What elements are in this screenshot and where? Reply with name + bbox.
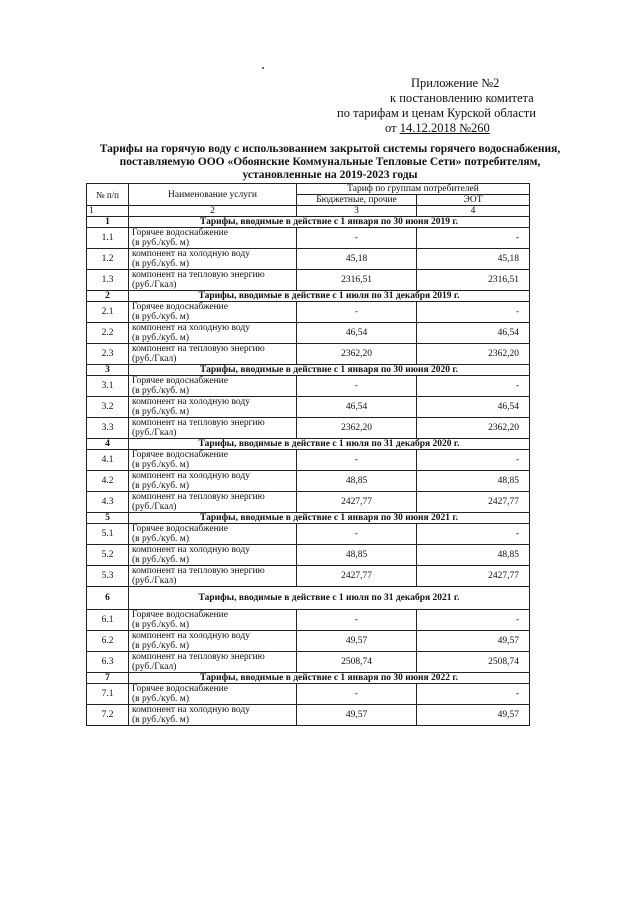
row-number: 1.3 [87, 270, 129, 291]
budget-value: - [297, 302, 417, 323]
appendix-header [312, 76, 562, 136]
eot-value: 48,85 [417, 545, 530, 566]
service-name [129, 228, 297, 249]
service-unit-line: (руб./Гкал) [132, 280, 177, 290]
service-name [129, 302, 297, 323]
service-name-line: компонент на холодную воду [132, 397, 250, 407]
service-name [129, 705, 297, 726]
table-row [87, 471, 530, 492]
section-number: 6 [87, 587, 129, 610]
section-title: Тарифы, вводимые в действие с 1 января по 30 июня 2020 г. [129, 365, 530, 376]
service-name-line: компонент на тепловую энергию [132, 566, 265, 576]
eot-value: 2362,20 [417, 418, 530, 439]
eot-value: 2427,77 [417, 566, 530, 587]
header-tariff-groups: Тариф по группам потребителей [297, 184, 530, 195]
service-name-line: компонент на холодную воду [132, 249, 250, 259]
section-title: Тарифы, вводимые в действие с 1 января по 30 июня 2019 г. [129, 217, 530, 228]
tariff-table [86, 183, 530, 726]
section-row [87, 365, 530, 376]
table-row [87, 610, 530, 631]
service-name-line: Горячее водоснабжение [132, 450, 228, 460]
service-name-line: Горячее водоснабжение [132, 376, 228, 386]
service-name [129, 450, 297, 471]
service-name [129, 376, 297, 397]
budget-value: 2427,77 [297, 492, 417, 513]
section-number: 3 [87, 365, 129, 376]
service-name-line: компонент на холодную воду [132, 705, 250, 715]
budget-value: 48,85 [297, 471, 417, 492]
service-unit-line: (в руб./куб. м) [132, 238, 189, 248]
service-name [129, 545, 297, 566]
budget-value: 49,57 [297, 705, 417, 726]
table-row [87, 323, 530, 344]
budget-value: 48,85 [297, 545, 417, 566]
eot-value: 2427,77 [417, 492, 530, 513]
service-name [129, 492, 297, 513]
table-row [87, 228, 530, 249]
budget-value: 2362,20 [297, 344, 417, 365]
budget-value: 2362,20 [297, 418, 417, 439]
eot-value: 45,18 [417, 249, 530, 270]
eot-value: 49,57 [417, 705, 530, 726]
row-number: 5.1 [87, 524, 129, 545]
row-number: 6.1 [87, 610, 129, 631]
section-row [87, 439, 530, 450]
row-number: 6.2 [87, 631, 129, 652]
service-unit-line: (в руб./куб. м) [132, 641, 189, 651]
table-body [87, 217, 530, 726]
section-row [87, 291, 530, 302]
row-number: 3.3 [87, 418, 129, 439]
table-row [87, 524, 530, 545]
budget-value: 2508,74 [297, 652, 417, 673]
appendix-number: Приложение №2 [411, 76, 500, 90]
section-number: 2 [87, 291, 129, 302]
budget-value: 46,54 [297, 323, 417, 344]
service-unit-line: (в руб./куб. м) [132, 481, 189, 491]
eot-value: 46,54 [417, 323, 530, 344]
service-name-line: компонент на тепловую энергию [132, 492, 265, 502]
service-unit-line: (руб./Гкал) [132, 428, 177, 438]
section-row [87, 673, 530, 684]
service-name [129, 344, 297, 365]
header-budget: Бюджетные, прочие [297, 195, 417, 206]
eot-value: - [417, 450, 530, 471]
row-number: 5.2 [87, 545, 129, 566]
appendix-resolution-line: к постановлению комитета [390, 91, 534, 105]
section-number: 1 [87, 217, 129, 228]
budget-value: 46,54 [297, 397, 417, 418]
row-number: 3.2 [87, 397, 129, 418]
eot-value: - [417, 684, 530, 705]
title-line-2: поставляемую ООО «Обоянские Коммунальные Тепловые Сети» потребителям, [119, 156, 541, 168]
eot-value: 2508,74 [417, 652, 530, 673]
column-number-4: 4 [417, 206, 530, 217]
service-name-line: Горячее водоснабжение [132, 524, 228, 534]
appendix-committee-line: по тарифам и ценам Курской области [337, 106, 536, 120]
service-name [129, 684, 297, 705]
service-name [129, 524, 297, 545]
title-line-1: Тарифы на горячую воду с использованием закрытой системы горячего водоснабжения, [99, 143, 561, 155]
table-row [87, 566, 530, 587]
service-name-line: компонент на холодную воду [132, 631, 250, 641]
row-number: 3.1 [87, 376, 129, 397]
table-row [87, 397, 530, 418]
section-title: Тарифы, вводимые в действие с 1 января по 30 июня 2021 г. [129, 513, 530, 524]
service-name-line: Горячее водоснабжение [132, 228, 228, 238]
table-row [87, 450, 530, 471]
service-unit-line: (в руб./куб. м) [132, 555, 189, 565]
service-unit-line: (в руб./куб. м) [132, 715, 189, 725]
header-eot: ЭОТ [417, 195, 530, 206]
eot-value: - [417, 302, 530, 323]
service-name [129, 610, 297, 631]
section-title: Тарифы, вводимые в действие с 1 июля по 31 декабря 2021 г. [129, 587, 530, 610]
row-number: 2.1 [87, 302, 129, 323]
row-number: 4.3 [87, 492, 129, 513]
service-unit-line: (в руб./куб. м) [132, 333, 189, 343]
budget-value: 2427,77 [297, 566, 417, 587]
budget-value: - [297, 524, 417, 545]
table-row [87, 418, 530, 439]
service-name-line: компонент на холодную воду [132, 471, 250, 481]
section-row [87, 513, 530, 524]
eot-value: 46,54 [417, 397, 530, 418]
service-unit-line: (руб./Гкал) [132, 662, 177, 672]
budget-value: - [297, 610, 417, 631]
section-row [87, 587, 530, 610]
table-row [87, 270, 530, 291]
eot-value: - [417, 524, 530, 545]
header-number: № п/п [87, 184, 129, 206]
budget-value: - [297, 450, 417, 471]
title-line-3: установленные на 2019-2023 годы [242, 169, 418, 181]
row-number: 7.1 [87, 684, 129, 705]
service-name-line: компонент на тепловую энергию [132, 344, 265, 354]
service-name [129, 631, 297, 652]
row-number: 1.2 [87, 249, 129, 270]
service-name [129, 270, 297, 291]
table-row [87, 302, 530, 323]
table-row [87, 344, 530, 365]
eot-value: 48,85 [417, 471, 530, 492]
service-name-line: компонент на тепловую энергию [132, 418, 265, 428]
table-row [87, 249, 530, 270]
eot-value: 2362,20 [417, 344, 530, 365]
service-unit-line: (в руб./куб. м) [132, 620, 189, 630]
service-unit-line: (руб./Гкал) [132, 502, 177, 512]
appendix-date-line [385, 121, 562, 136]
section-row [87, 217, 530, 228]
service-unit-line: (в руб./куб. м) [132, 312, 189, 322]
service-name-line: компонент на холодную воду [132, 545, 250, 555]
section-number: 5 [87, 513, 129, 524]
service-unit-line: (в руб./куб. м) [132, 407, 189, 417]
row-number: 1.1 [87, 228, 129, 249]
date-prefix: от [385, 121, 400, 135]
table-row [87, 545, 530, 566]
service-unit-line: (в руб./куб. м) [132, 386, 189, 396]
table-row [87, 652, 530, 673]
table-row [87, 631, 530, 652]
budget-value: - [297, 684, 417, 705]
service-unit-line: (руб./Гкал) [132, 354, 177, 364]
eot-value: 49,57 [417, 631, 530, 652]
section-number: 7 [87, 673, 129, 684]
service-name-line: Горячее водоснабжение [132, 684, 228, 694]
table-row [87, 376, 530, 397]
service-unit-line: (в руб./куб. м) [132, 534, 189, 544]
column-number-1: 1 [87, 206, 129, 217]
service-unit-line: (в руб./куб. м) [132, 460, 189, 470]
row-number: 4.1 [87, 450, 129, 471]
table-row [87, 684, 530, 705]
service-name-line: компонент на тепловую энергию [132, 652, 265, 662]
service-name [129, 566, 297, 587]
table-row [87, 705, 530, 726]
date-and-number: 14.12.2018 №260 [399, 121, 490, 135]
budget-value: 2316,51 [297, 270, 417, 291]
table-header-row [87, 184, 530, 195]
section-number: 4 [87, 439, 129, 450]
service-name-line: компонент на тепловую энергию [132, 270, 265, 280]
budget-value: - [297, 376, 417, 397]
row-number: 5.3 [87, 566, 129, 587]
service-name [129, 471, 297, 492]
service-unit-line: (в руб./куб. м) [132, 259, 189, 269]
column-number-2: 2 [129, 206, 297, 217]
service-name [129, 418, 297, 439]
eot-value: - [417, 376, 530, 397]
section-title: Тарифы, вводимые в действие с 1 января по 30 июня 2022 г. [129, 673, 530, 684]
budget-value: 49,57 [297, 631, 417, 652]
row-number: 2.3 [87, 344, 129, 365]
budget-value: - [297, 228, 417, 249]
service-name [129, 323, 297, 344]
service-name [129, 249, 297, 270]
document-title [80, 143, 580, 182]
table-row [87, 492, 530, 513]
service-name-line: компонент на холодную воду [132, 323, 250, 333]
service-name-line: Горячее водоснабжение [132, 302, 228, 312]
eot-value: - [417, 610, 530, 631]
column-numbers-row [87, 206, 530, 217]
service-name-line: Горячее водоснабжение [132, 610, 228, 620]
service-name [129, 397, 297, 418]
section-title: Тарифы, вводимые в действие с 1 июля по 31 декабря 2019 г. [129, 291, 530, 302]
eot-value: - [417, 228, 530, 249]
service-name [129, 652, 297, 673]
row-number: 2.2 [87, 323, 129, 344]
column-number-3: 3 [297, 206, 417, 217]
service-unit-line: (в руб./куб. м) [132, 694, 189, 704]
service-unit-line: (руб./Гкал) [132, 576, 177, 586]
scan-speck [262, 67, 264, 69]
eot-value: 2316,51 [417, 270, 530, 291]
budget-value: 45,18 [297, 249, 417, 270]
section-title: Тарифы, вводимые в действие с 1 июля по 31 декабря 2020 г. [129, 439, 530, 450]
row-number: 7.2 [87, 705, 129, 726]
header-service-name: Наименование услуги [129, 184, 297, 206]
row-number: 4.2 [87, 471, 129, 492]
row-number: 6.3 [87, 652, 129, 673]
